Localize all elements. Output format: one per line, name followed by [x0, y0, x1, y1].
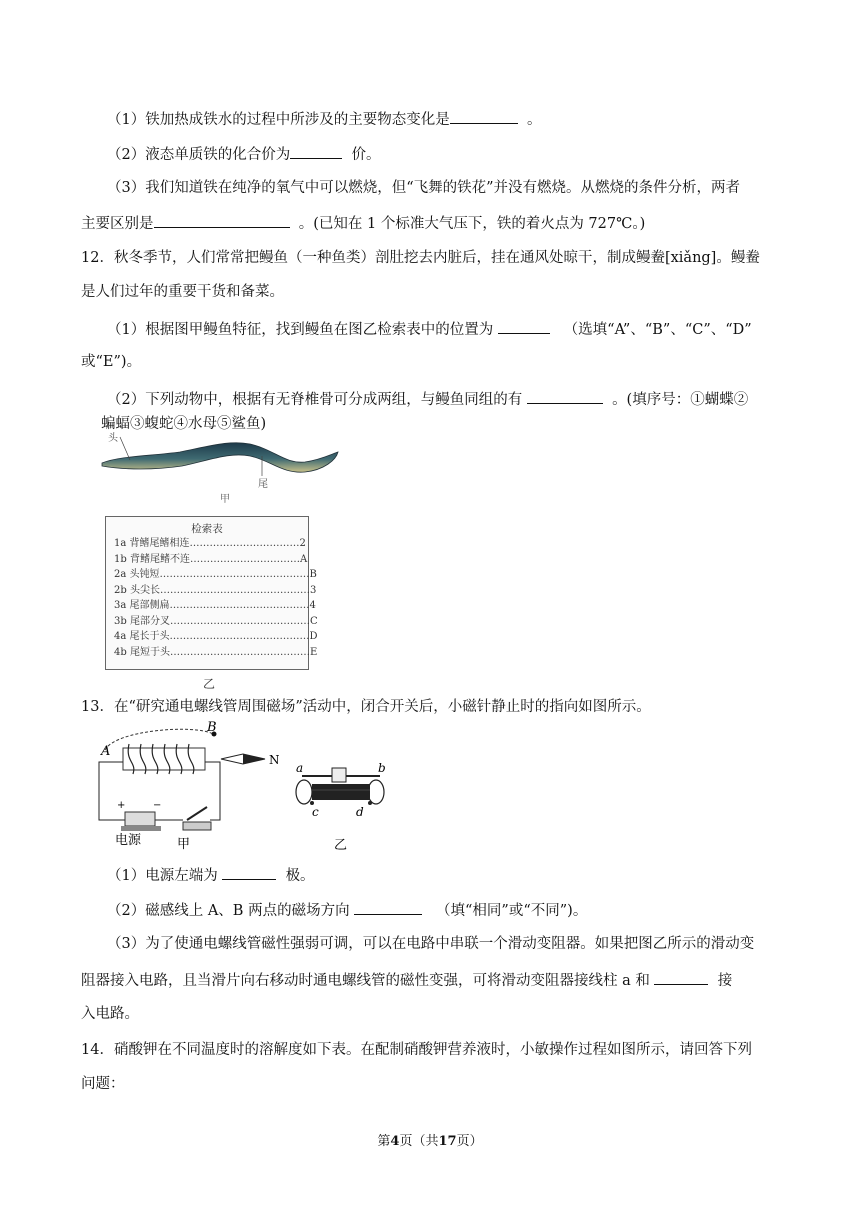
- key-table-criterion: 1b 背鳍尾鳍不连: [114, 553, 190, 565]
- footer-middle: 页（共: [399, 1134, 439, 1149]
- footer-suffix: 页）: [456, 1134, 483, 1149]
- q13-part2-text: （2）磁感线上 A、B 两点的磁场方向: [107, 903, 350, 919]
- solenoid-circuit-figure: [95, 722, 290, 852]
- total-pages: 17: [438, 1134, 457, 1149]
- svg-text:+: +: [117, 800, 126, 811]
- end-cap-right: [368, 780, 384, 804]
- figure-caption-jia: 甲: [177, 837, 191, 852]
- power-label: 电源: [115, 833, 142, 848]
- label-c: c: [312, 805, 319, 819]
- svg-text:−: −: [153, 800, 162, 811]
- q13-stem: 13．在“研究通电螺线管周围磁场”活动中，闭合开关后，小磁针静止时的指向如图所示。: [81, 699, 651, 715]
- key-table-row: [106, 645, 318, 661]
- q13-part1: [107, 864, 315, 886]
- page-number: 4: [390, 1134, 400, 1149]
- key-table-leader: ……………………………………: [169, 646, 310, 658]
- key-table-result: C: [309, 615, 318, 627]
- label-a: a: [296, 761, 304, 775]
- rheostat-figure: [290, 756, 390, 856]
- key-table-row: [106, 614, 318, 630]
- q13-part1-text: （1）电源左端为: [107, 868, 218, 884]
- q13-part2-end: （填“相同”或“不同”)。: [436, 903, 588, 919]
- answer-blank: [527, 388, 603, 404]
- key-table-result: 4: [309, 600, 316, 611]
- q12-part2-options: 。(填序号：①蝴蝶②: [612, 392, 749, 408]
- answer-blank: [222, 864, 276, 880]
- key-table-leader: ……………………………: [189, 553, 300, 565]
- q13-part1-end: 极。: [285, 868, 315, 884]
- key-table-result: B: [309, 569, 317, 580]
- key-table-leader: ………………………………………: [159, 584, 310, 596]
- key-table-criterion: 3a 尾部侧扁: [114, 600, 170, 611]
- key-table-criterion: 1a 背鳍尾鳍相连: [114, 538, 190, 549]
- key-table-row: [106, 583, 317, 599]
- q13-part3-end: 接: [717, 973, 733, 989]
- q13-part3-line2: [81, 969, 732, 991]
- q11-part1-text: （1）铁加热成铁水的过程中所涉及的主要物态变化是: [107, 112, 450, 128]
- tail-label: 尾: [258, 479, 268, 490]
- end-cap-left: [296, 780, 312, 804]
- dichotomous-key-table: [105, 516, 318, 670]
- page-footer: [0, 1130, 860, 1149]
- key-table-criterion: 3b 尾部分叉: [114, 615, 170, 627]
- figure-caption-yi: 乙: [334, 838, 348, 853]
- key-table-leader: ……………………………………: [169, 615, 310, 627]
- q13-part2: [107, 899, 587, 921]
- key-table-criterion: 2a 头钝短: [114, 569, 160, 580]
- key-table-rows: [106, 536, 318, 660]
- key-table-row: [106, 567, 317, 583]
- key-table-result: E: [309, 646, 318, 658]
- key-table-leader: ……………………………………: [169, 600, 310, 611]
- field-line: [105, 729, 213, 750]
- key-table-title: 检索表: [191, 523, 223, 535]
- q11-part1-end: 。: [526, 112, 542, 128]
- key-table-result: D: [309, 631, 318, 642]
- key-table-criterion: 4b 尾短于头: [114, 646, 170, 658]
- q11-part2: [107, 143, 380, 165]
- answer-blank: [654, 969, 708, 985]
- battery: [125, 812, 155, 826]
- figure-caption-jia: 甲: [220, 494, 230, 505]
- q11-part3-text: 主要区别是: [81, 216, 154, 232]
- q13-part3-text: 阻器接入电路，且当滑片向右移动时通电螺线管的磁性变强，可将滑动变阻器接线柱 a 和: [81, 973, 650, 989]
- eel-body: [102, 443, 338, 472]
- q12-stem-line1: 12．秋冬季节，人们常常把鳗鱼（一种鱼类）剖肚挖去内脏后，挂在通风处晾干，制成鳗鲞[xiǎng]。鳗鲞: [81, 250, 760, 266]
- key-table-result: 3: [309, 584, 317, 596]
- answer-blank: [290, 143, 342, 159]
- label-b: B: [207, 720, 217, 735]
- q11-part2-end: 价。: [351, 147, 381, 163]
- slider: [332, 768, 346, 782]
- head-label: 头: [108, 433, 118, 444]
- switch: [183, 822, 211, 830]
- key-table-row: [106, 629, 318, 645]
- key-table-row: [106, 552, 308, 568]
- q11-part3-line2: [81, 212, 645, 234]
- answer-blank: [154, 212, 290, 228]
- footer-prefix: 第: [377, 1134, 391, 1149]
- q12-part2-line1: [107, 388, 748, 410]
- key-table-criterion: 2b 头尖长: [114, 584, 160, 596]
- head-pointer: [120, 437, 130, 460]
- q11-part2-text: （2）液态单质铁的化合价为: [107, 147, 291, 163]
- q11-part3-line1: （3）我们知道铁在纯净的氧气中可以燃烧，但“飞舞的铁花”并没有燃烧。从燃烧的条件分析，两者: [107, 180, 741, 196]
- key-table-result: A: [299, 553, 308, 565]
- q13-part3-line3: 入电路。: [81, 1006, 139, 1022]
- answer-blank: [354, 899, 422, 915]
- key-table-row: [106, 536, 308, 552]
- label-d: d: [356, 805, 364, 819]
- figure-caption-yi: 乙: [203, 677, 216, 691]
- answer-blank: [450, 108, 518, 124]
- key-table-leader: ……………………………: [189, 538, 300, 549]
- label-a: A: [101, 744, 111, 759]
- q11-part3-end: 。(已知在 1 个标准大气压下，铁的着火点为 727℃。): [298, 216, 646, 232]
- q11-part1: [107, 108, 541, 130]
- resistance-coil: [312, 784, 370, 800]
- circuit-wire: [99, 762, 125, 820]
- q12-part1-text: （1）根据图甲鳗鱼特征，找到鳗鱼在图乙检索表中的位置为: [107, 322, 494, 338]
- key-table-row: [106, 598, 316, 614]
- q14-stem-line1: 14．硝酸钾在不同温度时的溶解度如下表。在配制硝酸钾营养液时，小敏操作过程如图所示，请回答下列: [81, 1042, 752, 1058]
- q12-part2-text: （2）下列动物中，根据有无脊椎骨可分成两组，与鳗鱼同组的有: [107, 392, 523, 408]
- q12-part1-line1: [107, 318, 752, 340]
- answer-blank: [498, 318, 550, 334]
- label-b: b: [378, 761, 386, 775]
- key-table-leader: ………………………………………: [159, 569, 310, 580]
- key-table-result: 2: [299, 538, 306, 549]
- label-n: N: [269, 753, 280, 767]
- q14-stem-line2: 问题：: [81, 1076, 125, 1092]
- q12-part2-line2: 蝙蝠③蝮蛇④水母⑤鲨鱼): [101, 416, 267, 432]
- q13-part3-line1: （3）为了使通电螺线管磁性强弱可调，可以在电路中串联一个滑动变阻器。如果把图乙所示的滑动变: [107, 936, 755, 952]
- eel-figure: [100, 430, 340, 510]
- q12-part1-line2: 或“E”)。: [81, 354, 142, 370]
- key-table-leader: ……………………………………: [169, 631, 310, 642]
- q12-stem-line2: 是人们过年的重要干货和备菜。: [81, 284, 284, 300]
- key-table-criterion: 4a 尾长于头: [114, 631, 170, 642]
- q12-part1-options: （选填“A”、“B”、“C”、“D”: [563, 322, 752, 338]
